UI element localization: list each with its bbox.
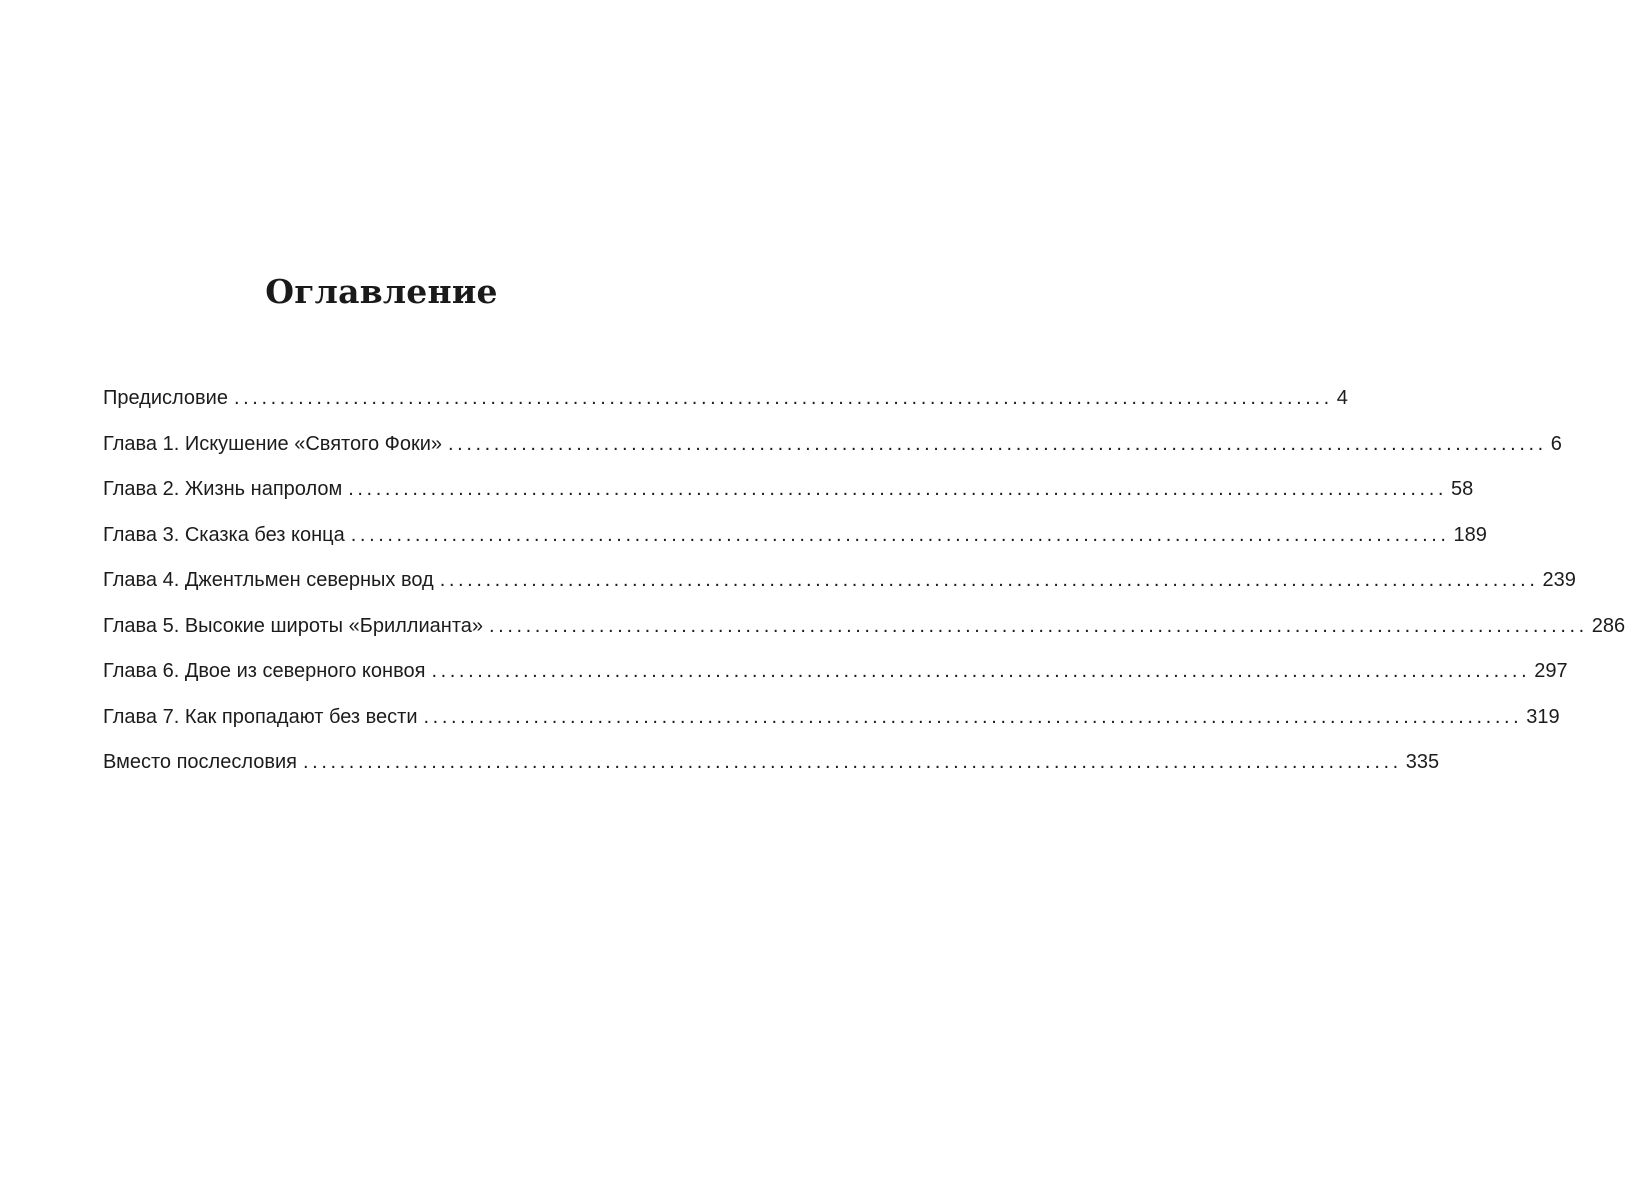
toc-entry-page: 319 bbox=[1526, 705, 1560, 728]
page-title: Оглавление bbox=[265, 272, 498, 311]
toc-entry-page: 4 bbox=[1336, 387, 1348, 409]
toc-dot-leader: ........................................................................................................................ bbox=[303, 751, 1402, 773]
toc-entry-label: Глава 7. Как пропадают без вести bbox=[103, 705, 418, 728]
toc-entry-label: Вместо послесловия bbox=[103, 751, 297, 773]
toc-entry bbox=[103, 655, 1568, 701]
toc-dot-leader: ........................................................................................................................ bbox=[423, 705, 1523, 728]
toc-dot-leader: ........................................................................................................................ bbox=[350, 523, 1450, 546]
toc-entry-label: Глава 6. Двое из северного конвоя bbox=[103, 660, 426, 682]
toc-entry-page: 239 bbox=[1542, 569, 1576, 591]
toc-entry-label: Глава 1. Искушение «Святого Фоки» bbox=[103, 432, 442, 455]
toc-entry bbox=[103, 428, 1562, 474]
toc-entry-label: Глава 5. Высокие широты «Бриллианта» bbox=[103, 614, 483, 637]
toc-entry-label: Предисловие bbox=[103, 387, 228, 409]
toc-entry-page: 58 bbox=[1451, 478, 1474, 500]
toc-entry bbox=[103, 519, 1487, 565]
toc-entry bbox=[103, 473, 1474, 519]
toc-entry-label: Глава 3. Сказка без конца bbox=[103, 523, 345, 546]
toc-entry-page: 286 bbox=[1591, 614, 1625, 637]
toc-entry bbox=[103, 701, 1560, 747]
toc-dot-leader: ........................................................................................................................ bbox=[439, 569, 1539, 591]
toc-entry-page: 297 bbox=[1534, 660, 1568, 682]
toc-entry-label: Глава 4. Джентльмен северных вод bbox=[103, 569, 434, 591]
toc-entry bbox=[103, 382, 1348, 428]
toc-dot-leader: ........................................................................................................................ bbox=[489, 614, 1588, 637]
toc-entry-label: Глава 2. Жизнь напролом bbox=[103, 478, 343, 500]
toc-dot-leader: ........................................................................................................................ bbox=[448, 432, 1547, 455]
toc-dot-leader: ........................................................................................................................ bbox=[233, 387, 1333, 409]
toc-entry bbox=[103, 746, 1440, 792]
table-of-contents bbox=[103, 382, 1625, 792]
toc-entry-page: 6 bbox=[1550, 432, 1562, 455]
toc-entry-page: 189 bbox=[1453, 523, 1487, 546]
toc-entry-page: 335 bbox=[1405, 751, 1440, 773]
toc-dot-leader: ........................................................................................................................ bbox=[348, 478, 1448, 500]
toc-entry bbox=[103, 610, 1625, 656]
toc-entry bbox=[103, 564, 1576, 610]
toc-dot-leader: ........................................................................................................................ bbox=[431, 660, 1531, 682]
